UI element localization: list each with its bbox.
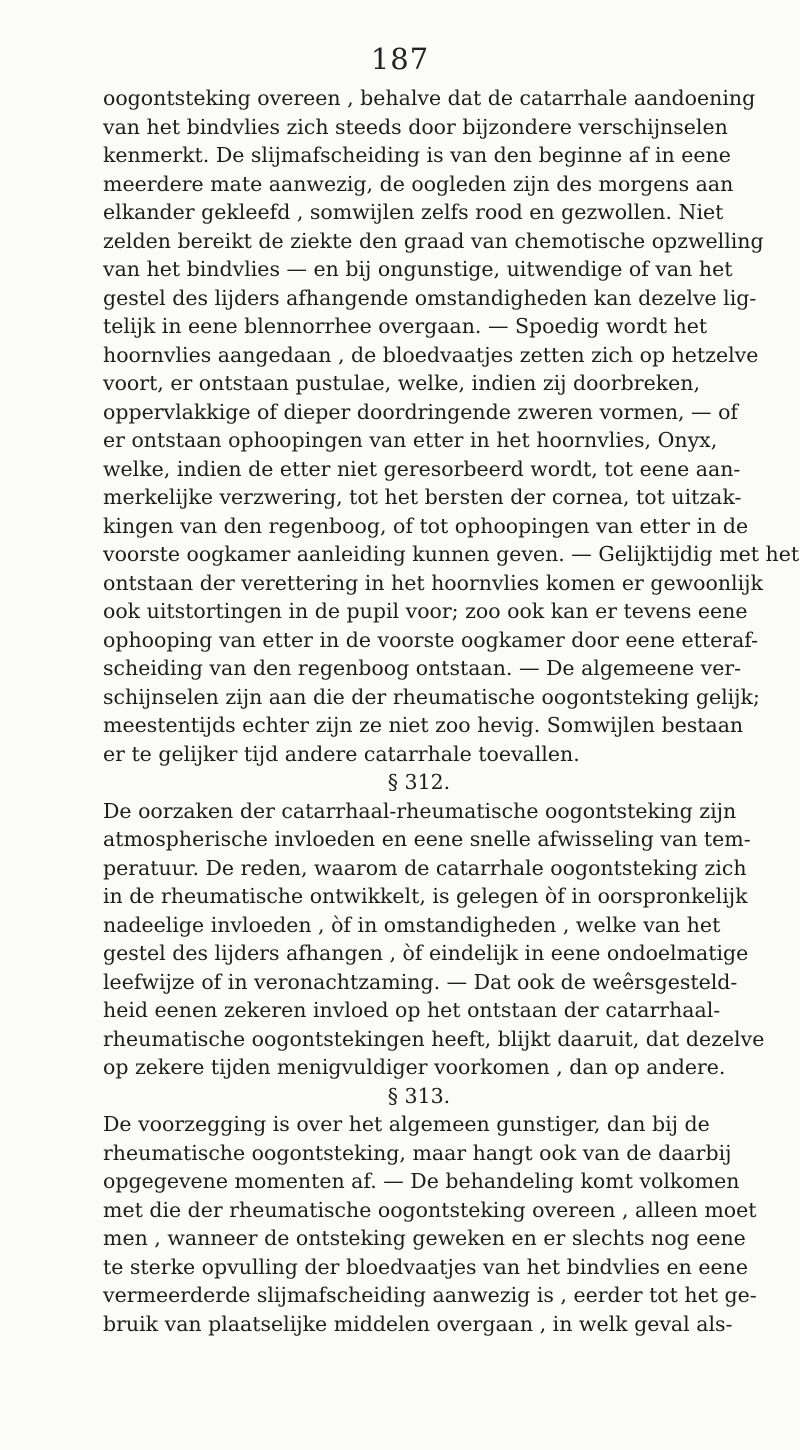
section-heading: § 312. <box>387 770 451 794</box>
text-line: ophooping van etter in de voorste oogkamer door eene etteraf- <box>103 627 759 652</box>
text-line: kingen van den regenboog, of tot ophoopingen van etter in de <box>103 513 749 538</box>
text-line: meestentijds echter zijn ze niet zoo hevig. Somwijlen bestaan <box>103 713 744 737</box>
text-line: in de rheumatische ontwikkelt, is gelegen òf in oorspronkelijk <box>103 884 748 908</box>
text-line: opgegevene momenten af. — De behandeling komt volkomen <box>103 1169 740 1193</box>
text-line: hoornvlies aangedaan , de bloedvaatjes zetten zich op hetzelve <box>103 342 759 367</box>
text-line: welke, indien de etter niet geresorbeerd wordt, tot eene aan- <box>103 456 741 481</box>
text-line: De oorzaken der catarrhaal-rheumatische oogontsteking zijn <box>103 798 737 823</box>
section-heading: § 313. <box>387 1083 451 1108</box>
text-line: De voorzegging is over het algemeen gunstiger, dan bij de <box>103 1112 710 1136</box>
text-line: op zekere tijden menigvuldiger voorkomen , dan op andere. <box>103 1055 726 1079</box>
paragraph <box>103 1110 757 1338</box>
text-line: zelden bereikt de ziekte den graad van chemotische opzwelling <box>103 228 764 253</box>
text-line: rheumatische oogontstekingen heeft, blijkt daaruit, dat dezelve <box>103 1026 765 1051</box>
text-line: kenmerkt. De slijmafscheiding is van den beginne af in eene <box>103 143 731 167</box>
text-line: ook uitstortingen in de pupil voor; zoo ook kan er tevens eene <box>103 599 748 623</box>
text-line: gestel des lijders afhangende omstandigheden kan dezelve lig- <box>103 285 757 310</box>
text-line: gestel des lijders afhangen , òf eindelijk in eene ondoelmatige <box>103 941 749 965</box>
text-line: heid eenen zekeren invloed op het ontstaan der catarrhaal- <box>103 998 721 1022</box>
paragraph <box>103 797 765 1082</box>
text-line: scheiding van den regenboog ontstaan. — De algemeene ver- <box>103 656 742 680</box>
text-line: te sterke opvulling der bloedvaatjes van het bindvlies en eene <box>103 1254 748 1279</box>
text-line: van het bindvlies — en bij ongunstige, uitwendige of van het <box>103 257 733 281</box>
text-line: meerdere mate aanwezig, de oogleden zijn des morgens aan <box>103 171 734 196</box>
text-line: schijnselen zijn aan die der rheumatische oogontsteking gelijk; <box>103 684 760 709</box>
text-line: oppervlakkige of dieper doordringende zweren vormen, — of <box>103 399 738 424</box>
text-line: er ontstaan ophoopingen van etter in het hoornvlies, Onyx, <box>103 428 718 452</box>
text-line: merkelijke verzwering, tot het bersten der cornea, tot uitzak- <box>103 485 742 509</box>
page-body-text <box>103 84 800 1338</box>
text-line: men , wanneer de ontsteking geweken en er slechts nog eene <box>103 1226 746 1250</box>
text-line: atmospherische invloeden en eene snelle afwisseling van tem- <box>103 827 751 851</box>
text-line: elkander gekleefd , somwijlen zelfs rood en gezwollen. Niet <box>103 200 724 224</box>
text-line: ontstaan der verettering in het hoornvlies komen er gewoonlijk <box>103 570 763 595</box>
text-line: telijk in eene blennorrhee overgaan. — Spoedig wordt het <box>103 314 708 338</box>
page-number: 187 <box>370 42 430 76</box>
text-line: nadeelige invloeden , òf in omstandigheden , welke van het <box>103 912 721 937</box>
text-line: oogontsteking overeen , behalve dat de catarrhale aandoening <box>103 86 756 110</box>
text-line: van het bindvlies zich steeds door bijzondere verschijnselen <box>103 114 728 139</box>
text-line: peratuur. De reden, waarom de catarrhale oogontsteking zich <box>103 855 747 880</box>
text-line: leefwijze of in veronachtzaming. — Dat ook de weêrsgesteld- <box>103 969 738 994</box>
text-line: voort, er ontstaan pustulae, welke, indien zij doorbreken, <box>103 371 700 395</box>
text-line: rheumatische oogontsteking, maar hangt ook van de daarbij <box>103 1140 732 1165</box>
text-line: bruik van plaatselijke middelen overgaan , in welk geval als- <box>103 1311 733 1336</box>
text-line: voorste oogkamer aanleiding kunnen geven. — Gelijktijdig met het <box>103 542 800 566</box>
text-line: er te gelijker tijd andere catarrhale toevallen. <box>103 741 580 766</box>
text-line: met die der rheumatische oogontsteking overeen , alleen moet <box>103 1197 757 1222</box>
text-line: vermeerderde slijmafscheiding aanwezig is , eerder tot het ge- <box>103 1283 757 1307</box>
paragraph <box>103 84 800 768</box>
